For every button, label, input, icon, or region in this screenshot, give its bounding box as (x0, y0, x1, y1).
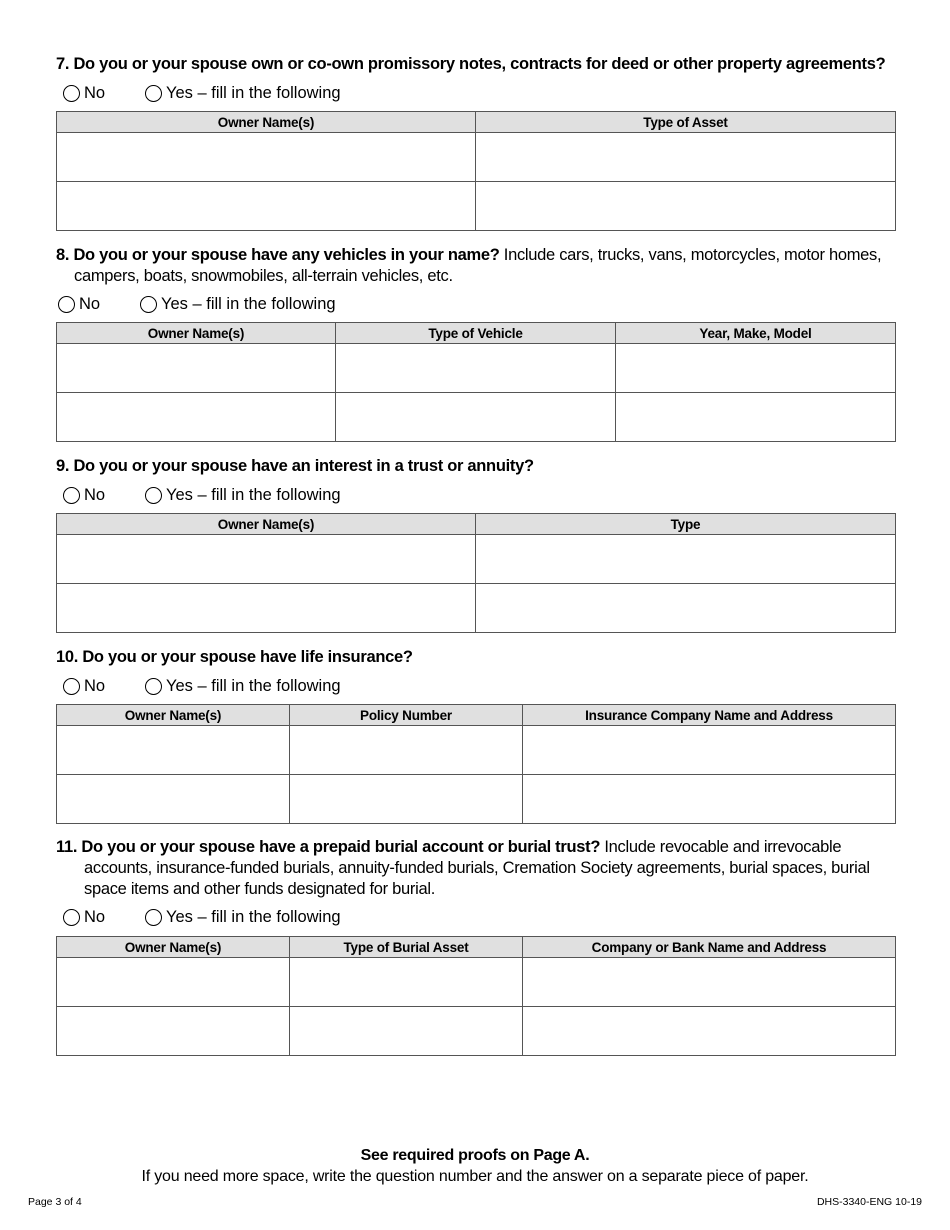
question-8-options (56, 292, 896, 316)
q10-no-radio[interactable] (63, 678, 80, 695)
q9-yes-option[interactable]: Yes – fill in the following (145, 486, 341, 505)
table-row (57, 1007, 896, 1056)
column-header: Type of Asset (476, 112, 896, 133)
q10-no-option[interactable]: No (63, 677, 145, 696)
table-cell[interactable] (476, 182, 896, 231)
page-number: Page 3 of 4 (28, 1196, 82, 1208)
table-cell[interactable] (523, 775, 896, 824)
table-cell[interactable] (57, 344, 336, 393)
q7-table (56, 111, 896, 231)
column-header: Owner Name(s) (57, 112, 476, 133)
question-11-options (56, 905, 896, 929)
column-header: Insurance Company Name and Address (523, 705, 896, 726)
table-cell[interactable] (476, 584, 896, 633)
question-9 (56, 456, 896, 507)
column-header: Policy Number (290, 705, 523, 726)
table-row (57, 393, 896, 442)
q9-no-option[interactable]: No (63, 486, 145, 505)
q7-no-option[interactable]: No (63, 84, 145, 103)
table-cell[interactable] (476, 535, 896, 584)
question-11 (56, 837, 896, 929)
question-7-options (56, 81, 896, 105)
column-header: Type of Burial Asset (290, 937, 523, 958)
column-header: Company or Bank Name and Address (523, 937, 896, 958)
table-cell[interactable] (57, 775, 290, 824)
q11-no-radio[interactable] (63, 909, 80, 926)
q11-yes-radio[interactable] (145, 909, 162, 926)
table-cell[interactable] (523, 726, 896, 775)
table-cell[interactable] (57, 182, 476, 231)
table-cell[interactable] (57, 958, 290, 1007)
more-space-note: If you need more space, write the question number and the answer on a separate piece of paper. (141, 1168, 809, 1185)
q11-yes-option[interactable]: Yes – fill in the following (145, 908, 341, 927)
table-row (57, 344, 896, 393)
table-cell[interactable] (523, 958, 896, 1007)
q7-no-radio[interactable] (63, 85, 80, 102)
table-header-row (57, 323, 896, 344)
question-11-text: 11. Do you or your spouse have a prepaid burial account or burial trust? Include revocable and irrevocable accounts, insurance-funded burials, annuity-funded burials, Cremation Society agreements, burial spaces, burial space items and other funds designated for burial. (56, 838, 870, 898)
table-cell[interactable] (476, 133, 896, 182)
q8-table (56, 322, 896, 442)
column-header: Owner Name(s) (57, 514, 476, 535)
q8-no-option[interactable]: No (58, 295, 140, 314)
q7-yes-radio[interactable] (145, 85, 162, 102)
table-cell[interactable] (57, 584, 476, 633)
table-cell[interactable] (57, 1007, 290, 1056)
column-header: Year, Make, Model (616, 323, 896, 344)
q11-table (56, 936, 896, 1056)
q10-table (56, 704, 896, 824)
q9-yes-radio[interactable] (145, 487, 162, 504)
table-header-row (57, 937, 896, 958)
column-header: Owner Name(s) (57, 705, 290, 726)
question-10 (56, 647, 896, 698)
question-7 (56, 54, 896, 105)
q10-yes-radio[interactable] (145, 678, 162, 695)
table-cell[interactable] (290, 775, 523, 824)
column-header: Type (476, 514, 896, 535)
table-cell[interactable] (57, 535, 476, 584)
column-header: Type of Vehicle (336, 323, 616, 344)
q11-no-option[interactable]: No (63, 908, 145, 927)
q9-no-radio[interactable] (63, 487, 80, 504)
question-10-text: 10. Do you or your spouse have life insurance? (56, 648, 413, 666)
table-cell[interactable] (616, 393, 896, 442)
question-9-text: 9. Do you or your spouse have an interest in a trust or annuity? (56, 457, 534, 475)
q10-yes-option[interactable]: Yes – fill in the following (145, 677, 341, 696)
table-header-row (57, 112, 896, 133)
question-8-text: 8. Do you or your spouse have any vehicles in your name? Include cars, trucks, vans, motorcycles, motor homes, campers, boats, snowmobiles, all-terrain vehicles, etc. (56, 246, 882, 285)
question-10-options (56, 674, 896, 698)
table-row (57, 133, 896, 182)
form-id: DHS-3340-ENG 10-19 (816, 1196, 922, 1208)
table-row (57, 535, 896, 584)
table-cell[interactable] (616, 344, 896, 393)
proofs-note: See required proofs on Page A. (360, 1147, 590, 1164)
table-row (57, 726, 896, 775)
q8-no-radio[interactable] (58, 296, 75, 313)
table-cell[interactable] (523, 1007, 896, 1056)
table-header-row (57, 705, 896, 726)
table-row (57, 775, 896, 824)
q8-yes-radio[interactable] (140, 296, 157, 313)
column-header: Owner Name(s) (57, 937, 290, 958)
table-cell[interactable] (336, 344, 616, 393)
table-cell[interactable] (57, 133, 476, 182)
q8-yes-option[interactable]: Yes – fill in the following (140, 295, 336, 314)
column-header: Owner Name(s) (57, 323, 336, 344)
table-row (57, 584, 896, 633)
q9-table (56, 513, 896, 633)
table-cell[interactable] (57, 393, 336, 442)
table-row (57, 958, 896, 1007)
question-7-text: 7. Do you or your spouse own or co-own promissory notes, contracts for deed or other property agreements? (56, 55, 886, 73)
table-cell[interactable] (336, 393, 616, 442)
table-header-row (57, 514, 896, 535)
q7-yes-option[interactable]: Yes – fill in the following (145, 84, 341, 103)
table-cell[interactable] (290, 1007, 523, 1056)
table-cell[interactable] (290, 958, 523, 1007)
table-cell[interactable] (57, 726, 290, 775)
question-9-options (56, 483, 896, 507)
question-8 (56, 245, 896, 316)
table-row (57, 182, 896, 231)
table-cell[interactable] (290, 726, 523, 775)
